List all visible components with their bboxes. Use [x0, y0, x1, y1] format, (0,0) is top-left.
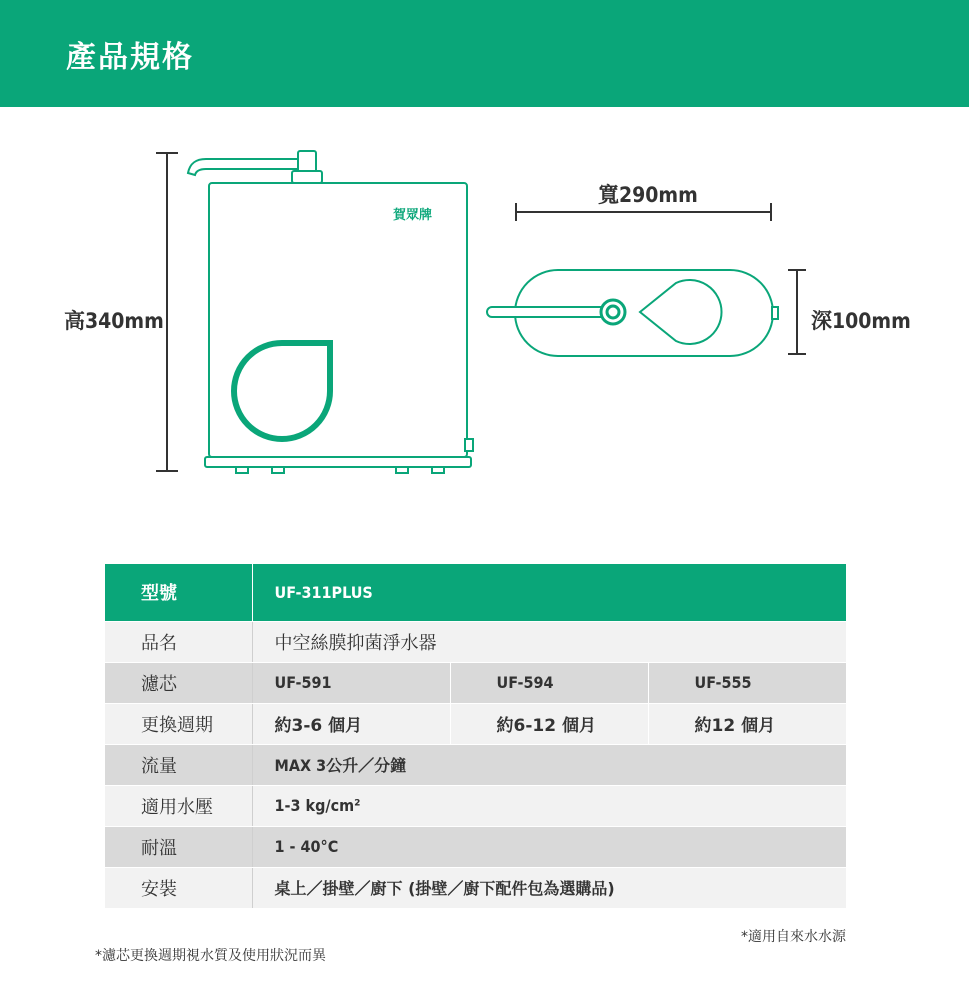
spec-value: UF-555	[648, 662, 846, 703]
table-row-filter	[105, 662, 846, 703]
top-view	[487, 270, 778, 356]
table-row-model	[105, 564, 846, 621]
spec-key: 濾芯	[105, 662, 252, 703]
height-label: 高340mm	[64, 309, 164, 333]
table-row-pressure	[105, 785, 846, 826]
table-row-replace	[105, 703, 846, 744]
spec-value: 約12 個月	[648, 703, 846, 744]
spec-value: 約3-6 個月	[252, 703, 450, 744]
spec-value: 中空絲膜抑菌淨水器	[252, 621, 846, 662]
spec-value: UF-591	[252, 662, 450, 703]
filter-cycle-note: *濾芯更換週期視水質及使用狀況而異	[95, 948, 326, 964]
page-title: 產品規格	[66, 40, 194, 75]
spec-value: 約6-12 個月	[450, 703, 648, 744]
page-header	[0, 0, 969, 107]
table-row-install	[105, 867, 846, 908]
spec-key: 更換週期	[105, 703, 252, 744]
spec-value: 1-3 kg/cm²	[252, 785, 846, 826]
depth-dimension-line	[788, 270, 806, 354]
spec-key: 安裝	[105, 867, 252, 908]
spec-key: 型號	[105, 564, 252, 621]
depth-label: 深100mm	[811, 309, 911, 333]
width-label: 寬290mm	[598, 183, 698, 207]
water-source-note: *適用自來水水源	[741, 929, 846, 945]
front-view	[188, 151, 473, 473]
spec-value: MAX 3公升／分鐘	[252, 744, 846, 785]
spec-value: 1 - 40°C	[252, 826, 846, 867]
spec-table	[105, 564, 846, 909]
brand-mark: 賀眾牌	[393, 208, 433, 223]
spec-key: 耐溫	[105, 826, 252, 867]
table-row-temperature	[105, 826, 846, 867]
spec-key: 流量	[105, 744, 252, 785]
table-row-flow	[105, 744, 846, 785]
spec-key: 品名	[105, 621, 252, 662]
table-row-name	[105, 621, 846, 662]
spec-value: 桌上／掛壁／廚下 (掛壁／廚下配件包為選購品)	[252, 867, 846, 908]
spec-key: 適用水壓	[105, 785, 252, 826]
spec-value: UF-311PLUS	[252, 564, 846, 621]
spec-value: UF-594	[450, 662, 648, 703]
